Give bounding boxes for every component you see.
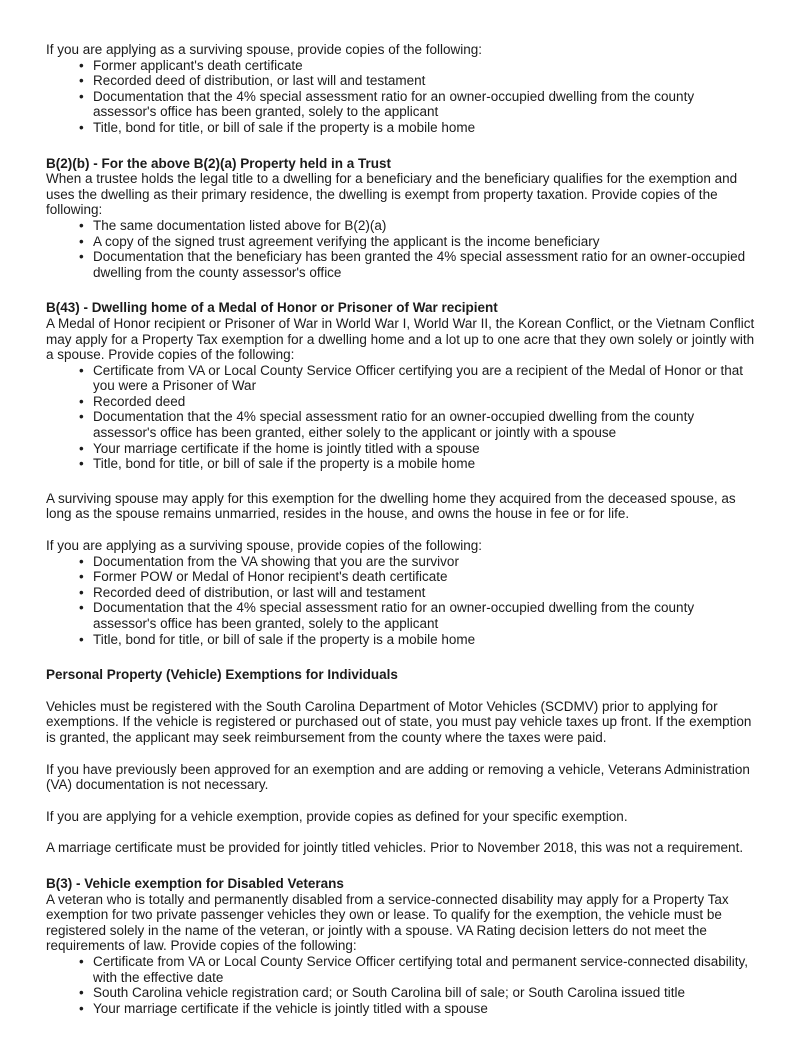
vehicle-paragraph-1: Vehicles must be registered with the South Carolina Department of Motor Vehicles (SCDMV) prior to applying for exemptions. If the vehicle is registered or purchased out of state, you must pay vehicle taxes up front. If the exemption is granted, the applicant may seek reimbursement from the county where the taxes were paid. (46, 698, 752, 745)
medal-section-body: A Medal of Honor recipient or Prisoner of War in World War I, World War II, the Korean Conflict, or the Vietnam Conflict may apply for a Property Tax exemption for a dwelling home and a lot up to one acre that they own solely or jointly with a spouse. Provide copies of the following: (46, 315, 755, 363)
list-item: • Former POW or Medal of Honor recipient's death certificate (93, 569, 755, 585)
vehicle-section-heading: Personal Property (Vehicle) Exemptions for Individuals (46, 667, 398, 683)
list-item: • Documentation that the 4% special assessment ratio for an owner-occupied dwelling from the county assessor's office has been granted, either solely to the applicant or jointly with a spouse (93, 409, 755, 440)
list-item: • Your marriage certificate if the home is jointly titled with a spouse (93, 441, 755, 457)
trust-section-list (46, 218, 755, 280)
vehicle-paragraph-4: A marriage certificate must be provided for jointly titled vehicles. Prior to November 2018, this was not a requirement. (46, 840, 744, 856)
list-item: • Title, bond for title, or bill of sale if the property is a mobile home (93, 120, 755, 136)
disabled-veterans-list (46, 954, 755, 1016)
trust-section-heading: B(2)(b) - For the above B(2)(a) Property held in a Trust (46, 155, 392, 171)
vehicle-paragraph-3: If you are applying for a vehicle exemption, provide copies as defined for your specific exemption. (46, 808, 628, 824)
list-item: • Your marriage certificate if the vehicle is jointly titled with a spouse (93, 1001, 755, 1017)
medal-section-heading: B(43) - Dwelling home of a Medal of Honor or Prisoner of War recipient (46, 300, 498, 316)
list-item: • Documentation from the VA showing that you are the survivor (93, 554, 755, 570)
medal-surviving-spouse-paragraph: A surviving spouse may apply for this exemption for the dwelling home they acquired from the deceased spouse, as long as the spouse remains unmarried, resides in the house, and owns the house in fee or for life. (46, 490, 736, 522)
list-item: • South Carolina vehicle registration card; or South Carolina bill of sale; or South Carolina issued title (93, 985, 755, 1001)
medal-spouse-lead: If you are applying as a surviving spouse, provide copies of the following: (46, 538, 483, 554)
trust-section-body: When a trustee holds the legal title to a dwelling for a beneficiary and the beneficiary qualifies for the exemption and uses the dwelling as their primary residence, the dwelling is exempt from property taxation. Provide copies of the following: (46, 171, 738, 218)
list-item: • Title, bond for title, or bill of sale if the property is a mobile home (93, 456, 755, 472)
disabled-veterans-body: A veteran who is totally and permanently disabled from a service-connected disability may apply for a Property Tax exemption for two private passenger vehicles they own or lease. To qualify for the exemption, the vehicle must be registered solely in the name of the veteran, or jointly with a spouse. VA Rating decision letters do not meet the requirements of law. Provide copies of the following: (46, 891, 729, 954)
list-item: • Documentation that the 4% special assessment ratio for an owner-occupied dwelling from the county assessor's office has been granted, solely to the applicant (93, 600, 755, 631)
surviving-spouse-intro-list (46, 58, 755, 136)
vehicle-paragraph-2: If you have previously been approved for an exemption and are adding or removing a vehicle, Veterans Administration (VA) documentation is not necessary. (46, 761, 750, 793)
list-item: • Documentation that the beneficiary has been granted the 4% special assessment ratio for an owner-occupied dwelling from the county assessor's office (93, 249, 755, 280)
list-item: • Title, bond for title, or bill of sale if the property is a mobile home (93, 632, 755, 648)
disabled-veterans-heading: B(3) - Vehicle exemption for Disabled Veterans (46, 875, 344, 891)
list-item: • Certificate from VA or Local County Service Officer certifying you are a recipient of the Medal of Honor or that you were a Prisoner of War (93, 363, 755, 394)
list-item: • Recorded deed of distribution, or last will and testament (93, 73, 755, 89)
list-item: • Recorded deed (93, 394, 755, 410)
surviving-spouse-intro-lead: If you are applying as a surviving spouse, provide copies of the following: (46, 42, 483, 57)
list-item: • The same documentation listed above for B(2)(a) (93, 218, 755, 234)
list-item: • Recorded deed of distribution, or last will and testament (93, 585, 755, 601)
list-item: • A copy of the signed trust agreement verifying the applicant is the income beneficiary (93, 234, 755, 250)
list-item: • Former applicant's death certificate (93, 58, 755, 74)
medal-spouse-list (46, 554, 755, 648)
list-item: • Documentation that the 4% special assessment ratio for an owner-occupied dwelling from the county assessor's office has been granted, solely to the applicant (93, 89, 755, 120)
medal-section-list (46, 363, 755, 472)
list-item: • Certificate from VA or Local County Service Officer certifying total and permanent service-connected disability, with the effective date (93, 954, 755, 985)
